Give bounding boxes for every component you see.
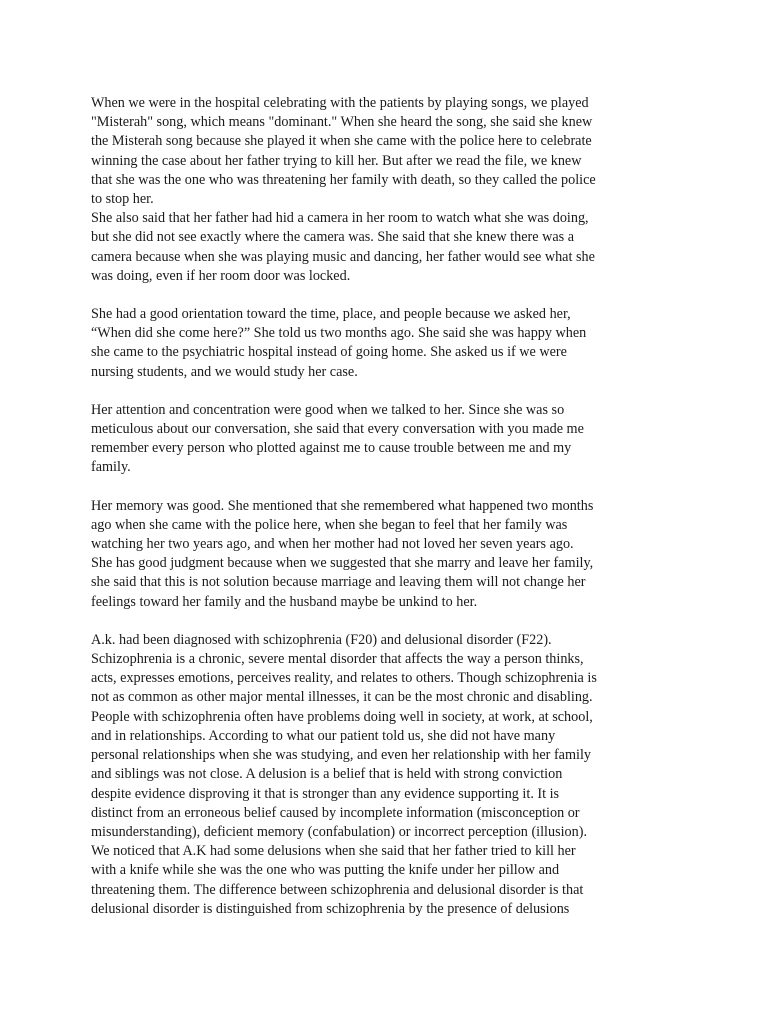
paragraph-hospital-song: When we were in the hospital celebrating with the patients by playing songs, we played "Misterah" song, which means "dominant." When she heard the song, she said she knew the Misterah song because she played it when she came with the police here to celebrate winning the case about her father trying to kill her. But after we read the file, we knew that she was the one who was threatening her family with death, so they called the police to stop her. [91,95,596,208]
paragraph-memory-judgment: Her memory was good. She mentioned that she remembered what happened two months ago when she came with the police here, when she began to feel that her family was watching her two years ago, and when her mother had not loved her seven years ago. She has good judgment because when we suggested that she marry and leave her family, she said that this is not solution because marriage and leaving them will not change her feelings toward her family and the husband maybe be unkind to her. [91,497,594,610]
paragraph-orientation: She had a good orientation toward the time, place, and people because we asked her, “When did she come here?” She told us two months ago. She said she was happy when she came to the psychiatric hospital instead of going home. She asked us if we were nursing students, and we would study her case. [91,306,587,380]
paragraph-attention: Her attention and concentration were good when we talked to her. Since she was so meticulous about our conversation, she said that every conversation with you made me remember every person who plotted against me to cause trouble between me and my family. [91,401,584,476]
paragraph-hidden-camera: She also said that her father had hid a camera in her room to watch what she was doing, but she did not see exactly where the camera was. She said that she knew there was a camera because when she was playing music and dancing, her father would see what she was doing, even if her room door was locked. [91,210,595,284]
paragraph-diagnosis: A.k. had been diagnosed with schizophrenia (F20) and delusional disorder (F22). Schizophrenia is a chronic, severe mental disorder that affects the way a person thinks, acts, expresses emotions, perceives reality, and relates to others. Though schizophrenia is not as common as other major mental illnesses, it can be the most chronic and disabling. People with schizophrenia often have problems doing well in society, at work, at school, and in relationships. According to what our patient told us, she did not have many personal relationships when she was studying, and even her relationship with her family and siblings was not close. A delusion is a belief that is held with strong conviction despite evidence disproving it that is stronger than any evidence supporting it. It is distinct from an erroneous belief caused by incomplete information (misconception or misunderstanding), deficient memory (confabulation) or incorrect perception (illusion). We noticed that A.K had some delusions when she said that her father tried to kill her with a knife while she was the one who was putting the knife under her pillow and threatening them. The difference between schizophrenia and delusional disorder is that delusional disorder is distinguished from schizophrenia by the presence of delusions [91,631,597,917]
